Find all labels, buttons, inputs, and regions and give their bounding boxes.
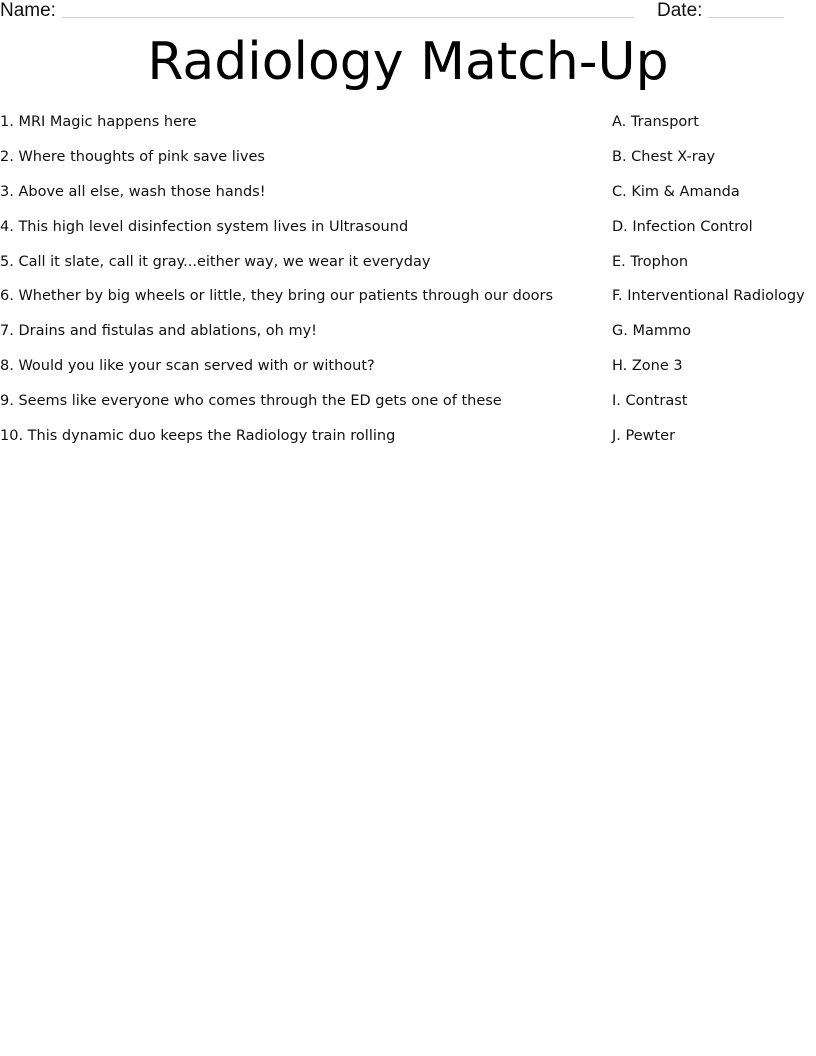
clue-item: 5. Call it slate, call it gray...either way, we wear it everyday <box>0 253 431 270</box>
answer-item: I. Contrast <box>612 393 688 410</box>
answer-item: D. Infection Control <box>612 218 753 235</box>
worksheet-title: Radiology Match-Up <box>147 32 669 92</box>
name-label: Name: <box>0 0 56 21</box>
date-label: Date: <box>657 0 703 21</box>
worksheet-header <box>0 0 816 24</box>
answer-item: G. Mammo <box>612 323 691 340</box>
clue-item: 7. Drains and fistulas and ablations, oh my! <box>0 323 317 340</box>
clue-item: 3. Above all else, wash those hands! <box>0 183 266 200</box>
answer-item: E. Trophon <box>612 253 689 270</box>
answer-item: H. Zone 3 <box>612 358 683 375</box>
clue-item: 8. Would you like your scan served with or without? <box>0 358 375 375</box>
answer-list <box>612 111 816 460</box>
clue-item: 6. Whether by big wheels or little, they bring our patients through our doors <box>0 288 554 305</box>
answer-item: A. Transport <box>612 114 699 130</box>
answer-item: C. Kim & Amanda <box>612 183 740 200</box>
clue-list <box>0 111 600 460</box>
clue-item: 9. Seems like everyone who comes through the ED gets one of these <box>0 393 502 410</box>
date-blank-line <box>708 17 784 18</box>
clue-item: 2. Where thoughts of pink save lives <box>0 148 265 165</box>
clue-item: 1. MRI Magic happens here <box>0 114 197 130</box>
answer-item: F. Interventional Radiology <box>612 288 805 305</box>
answer-item: B. Chest X-ray <box>612 148 716 165</box>
name-blank-line <box>62 17 634 18</box>
clue-item: 10. This dynamic duo keeps the Radiology train rolling <box>0 428 396 445</box>
clue-item: 4. This high level disinfection system lives in Ultrasound <box>0 218 409 235</box>
answer-item: J. Pewter <box>612 428 676 445</box>
